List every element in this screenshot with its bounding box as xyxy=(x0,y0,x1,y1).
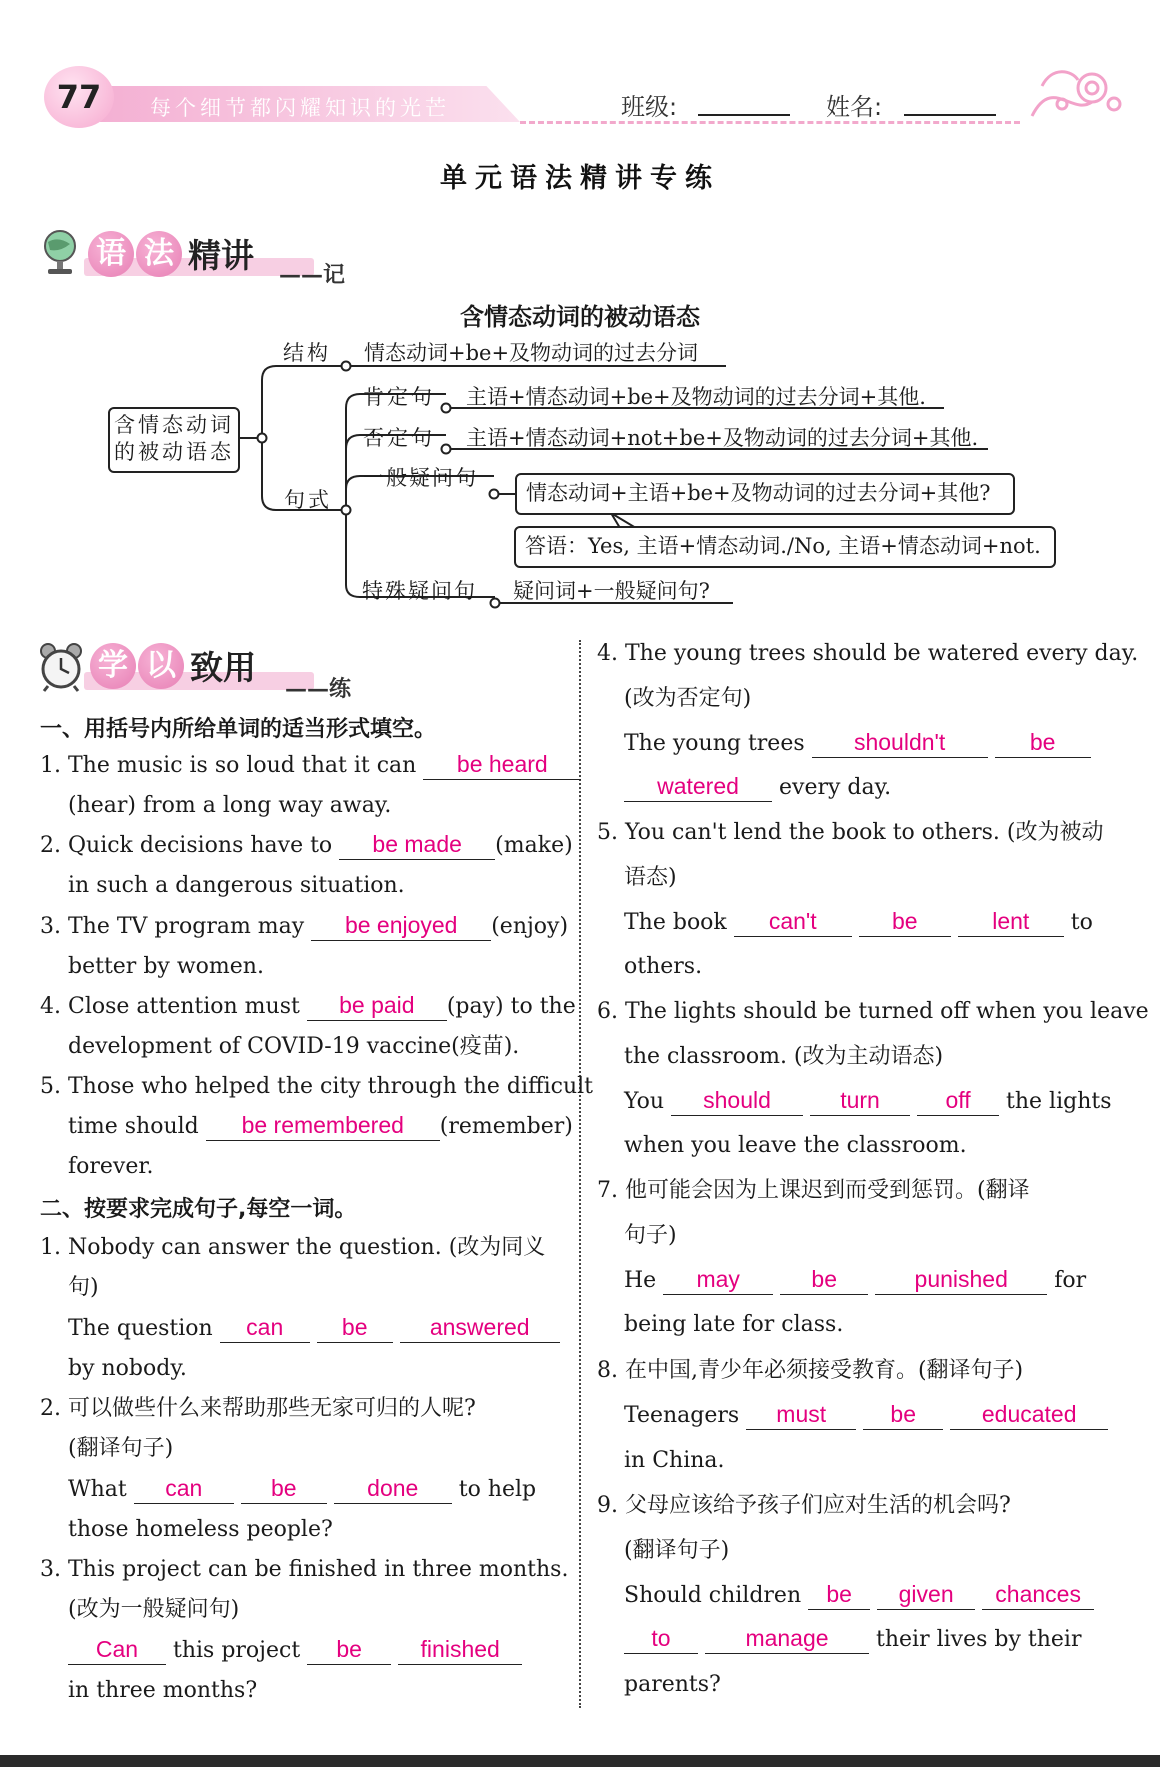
answer-blank[interactable]: be remembered xyxy=(206,1110,440,1141)
question-line: (改为一般疑问句) xyxy=(68,1597,240,1622)
question-text: Should children xyxy=(624,1583,802,1608)
answer-blank[interactable]: watered xyxy=(624,771,772,802)
question-line: by nobody. xyxy=(68,1356,187,1381)
answer-blank[interactable]: chances xyxy=(982,1579,1094,1610)
question-text: He xyxy=(624,1268,657,1293)
page-number: 77 xyxy=(44,66,114,128)
question-text: this project xyxy=(173,1638,301,1663)
question-text: Teenagers xyxy=(624,1403,740,1428)
answer-blank[interactable]: can xyxy=(220,1312,310,1343)
answer-blank[interactable]: given xyxy=(877,1579,975,1610)
question-line: 1. Nobody can answer the question. (改为同义 xyxy=(40,1235,546,1260)
diagram-special-q-text: 疑问词+一般疑问句? xyxy=(513,579,710,603)
diagram-root-line-2: 的被动语态 xyxy=(114,440,234,464)
answer-blank[interactable]: be paid xyxy=(307,990,447,1021)
question-line: 句) xyxy=(68,1275,99,1300)
diagram-general-q-text: 情态动词+主语+be+及物动词的过去分词+其他? xyxy=(526,481,991,505)
question-text: (enjoy) xyxy=(491,914,569,939)
question-line: in such a dangerous situation. xyxy=(68,873,405,898)
answer-blank[interactable]: be xyxy=(859,906,951,937)
diagram-negative-label: 否定句 xyxy=(363,426,435,450)
answer-blank[interactable]: finished xyxy=(398,1634,522,1665)
diagram-affirmative-label: 肯定句 xyxy=(363,385,435,409)
question-line: (改为否定句) xyxy=(624,686,752,711)
answer-blank[interactable]: Can xyxy=(68,1634,166,1665)
question-line: 4. The young trees should be watered every day. xyxy=(597,641,1139,666)
section-bubble-1: 语 xyxy=(88,231,134,277)
question-text: time should xyxy=(68,1114,199,1139)
answer-blank[interactable]: done xyxy=(334,1473,452,1504)
question-text: The question xyxy=(68,1316,213,1341)
question-text: (make) xyxy=(495,833,573,858)
question-line: in three months? xyxy=(68,1678,258,1703)
answer-blank[interactable]: be heard xyxy=(423,749,581,780)
answer-blank[interactable]: punished xyxy=(875,1264,1047,1295)
question-line xyxy=(40,907,568,947)
answer-blank[interactable]: turn xyxy=(810,1085,910,1116)
diagram-general-q-box xyxy=(515,473,1015,515)
answer-blank[interactable]: off xyxy=(917,1085,999,1116)
question-text: the lights xyxy=(1006,1089,1112,1114)
name-label: 姓名: xyxy=(826,93,883,121)
question-text: What xyxy=(68,1477,127,1502)
column-divider xyxy=(579,640,581,1708)
question-line xyxy=(68,1631,522,1671)
answer-blank[interactable]: be xyxy=(863,1399,943,1430)
diagram-answer-box xyxy=(514,526,1056,568)
question-line xyxy=(40,746,581,786)
question-line: (hear) from a long way away. xyxy=(68,793,392,818)
answer-blank[interactable]: be xyxy=(808,1579,870,1610)
question-text: for xyxy=(1054,1268,1087,1293)
question-line xyxy=(68,1309,560,1349)
alarm-clock-icon xyxy=(38,642,84,692)
question-text: (pay) to the xyxy=(446,994,576,1019)
question-text: every day. xyxy=(779,775,892,800)
answer-blank[interactable]: shouldn't xyxy=(812,727,988,758)
diagram-title: 含情态动词的被动语态 xyxy=(460,303,700,331)
question-text: (remember) xyxy=(439,1114,573,1139)
answer-blank[interactable]: to xyxy=(624,1623,698,1654)
diagram-root-line-1: 含情态动词 xyxy=(114,413,234,437)
answer-blank[interactable]: may xyxy=(663,1264,773,1295)
question-line xyxy=(624,768,891,808)
diagram-negative-text: 主语+情态动词+not+be+及物动词的过去分词+其他. xyxy=(466,426,979,450)
question-line: in China. xyxy=(624,1448,725,1473)
answer-blank[interactable]: can't xyxy=(734,906,852,937)
question-text: to help xyxy=(458,1477,537,1502)
question-line: better by women. xyxy=(68,954,264,979)
question-line: 5. Those who helped the city through the difficult xyxy=(40,1074,594,1099)
question-line xyxy=(40,987,576,1027)
question-line: (翻译句子) xyxy=(68,1436,174,1461)
question-line: development of COVID-19 vaccine(疫苗). xyxy=(68,1034,520,1059)
question-text: to xyxy=(1070,910,1093,935)
question-line xyxy=(624,1396,1108,1436)
answer-blank[interactable]: be xyxy=(241,1473,327,1504)
answer-blank[interactable]: be made xyxy=(339,829,495,860)
header-motto: 每个细节都闪耀知识的光芒 xyxy=(150,96,450,120)
question-line xyxy=(624,1576,1094,1616)
diagram-structure-label: 结构 xyxy=(283,341,331,365)
question-line xyxy=(68,1470,536,1510)
section-tail: ——练 xyxy=(285,676,352,702)
diagram-general-q-label: 一般疑问句 xyxy=(363,466,478,490)
part2-heading: 二、按要求完成句子,每空一词。 xyxy=(40,1197,357,1222)
diagram-affirmative-text: 主语+情态动词+be+及物动词的过去分词+其他. xyxy=(466,385,926,409)
question-line xyxy=(68,1107,573,1147)
bottom-edge-bar xyxy=(0,1755,1160,1767)
diagram-special-q-label: 特殊疑问句 xyxy=(362,579,477,603)
answer-blank[interactable]: should xyxy=(671,1085,803,1116)
answer-blank[interactable]: be enjoyed xyxy=(311,910,491,941)
section-title: 致用 xyxy=(190,648,256,687)
question-line: 2. 可以做些什么来帮助那些无家可归的人呢? xyxy=(40,1396,476,1421)
class-label: 班级: xyxy=(621,93,678,121)
question-line: the classroom. (改为主动语态) xyxy=(624,1044,944,1069)
question-line: 9. 父母应该给予孩子们应对生活的机会吗? xyxy=(597,1493,1011,1518)
question-text: 1. The music is so loud that it can xyxy=(40,753,417,778)
answer-blank[interactable]: answered xyxy=(400,1312,560,1343)
question-line: 7. 他可能会因为上课迟到而受到惩罚。(翻译 xyxy=(597,1178,1030,1203)
answer-blank[interactable]: manage xyxy=(705,1623,869,1654)
page-title: 单元语法精讲专练 xyxy=(440,163,720,194)
question-text: 2. Quick decisions have to xyxy=(40,833,333,858)
question-line: 5. You can't lend the book to others. (改为被动 xyxy=(597,820,1104,845)
diagram-structure-text: 情态动词+be+及物动词的过去分词 xyxy=(364,341,699,365)
section-bubble-2: 以 xyxy=(138,643,184,689)
question-line: (翻译句子) xyxy=(624,1538,730,1563)
answer-blank[interactable]: must xyxy=(746,1399,856,1430)
question-text: 4. Close attention must xyxy=(40,994,300,1019)
question-line: those homeless people? xyxy=(68,1517,333,1542)
question-line xyxy=(624,1620,1081,1660)
section-bubble-1: 学 xyxy=(90,643,136,689)
question-text: The book xyxy=(624,910,727,935)
question-text: The young trees xyxy=(624,731,805,756)
question-line: forever. xyxy=(68,1154,154,1179)
answer-blank[interactable]: be xyxy=(780,1264,868,1295)
question-line: 语态) xyxy=(624,865,677,890)
answer-blank[interactable]: can xyxy=(134,1473,234,1504)
diagram-answer-text: 答语：Yes, 主语+情态动词./No, 主语+情态动词+not. xyxy=(525,534,1041,558)
question-line: being late for class. xyxy=(624,1312,844,1337)
question-line xyxy=(624,724,1091,764)
question-line: 句子) xyxy=(624,1223,677,1248)
question-line: parents? xyxy=(624,1672,721,1697)
diagram-root-box xyxy=(108,407,240,473)
section-title: 精讲 xyxy=(188,236,254,275)
question-line: others. xyxy=(624,954,703,979)
answer-blank[interactable]: be xyxy=(317,1312,393,1343)
question-line: 6. The lights should be turned off when you leave xyxy=(597,999,1149,1024)
part1-heading: 一、用括号内所给单词的适当形式填空。 xyxy=(40,717,437,742)
question-line xyxy=(624,1082,1112,1122)
answer-blank[interactable]: be xyxy=(995,727,1091,758)
answer-blank[interactable]: educated xyxy=(950,1399,1108,1430)
question-line: 8. 在中国,青少年必须接受教育。(翻译句子) xyxy=(597,1358,1024,1383)
question-text: You xyxy=(624,1089,665,1114)
question-line: when you leave the classroom. xyxy=(624,1133,967,1158)
diagram-pattern-label: 句式 xyxy=(284,488,332,512)
question-line xyxy=(624,903,1093,943)
question-line: 3. This project can be finished in three months. xyxy=(40,1557,569,1582)
answer-blank[interactable]: be xyxy=(307,1634,391,1665)
section-tail: ——记 xyxy=(279,262,346,288)
question-line xyxy=(40,826,573,866)
question-line xyxy=(624,1261,1086,1301)
question-text: their lives by their xyxy=(876,1627,1082,1652)
answer-blank[interactable]: lent xyxy=(958,906,1064,937)
section-bubble-2: 法 xyxy=(136,231,182,277)
question-text: 3. The TV program may xyxy=(40,914,305,939)
